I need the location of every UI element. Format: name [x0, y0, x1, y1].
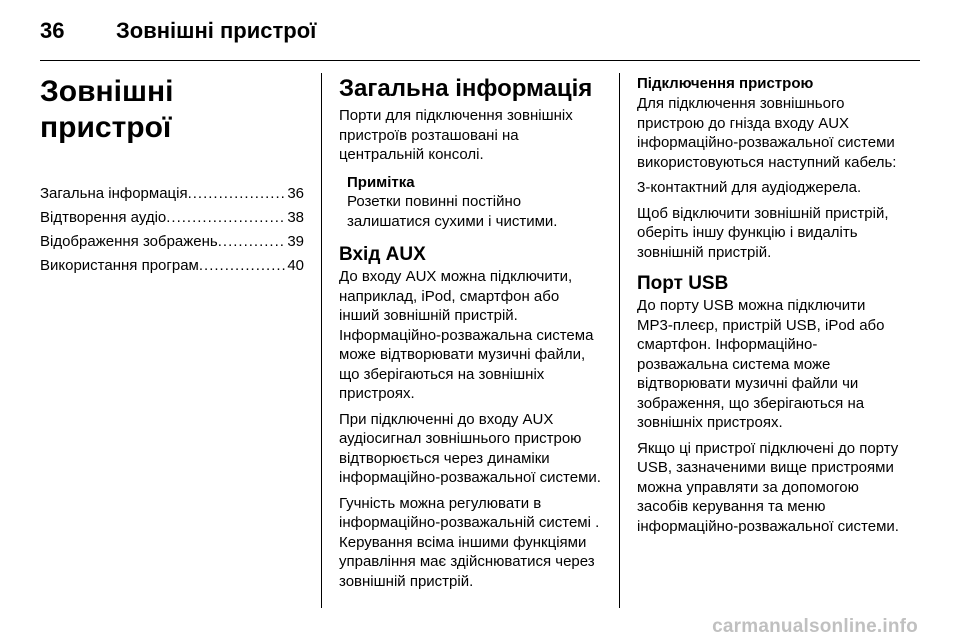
aux-heading: Вхід AUX — [339, 244, 426, 265]
usb-heading: Порт USB — [637, 273, 729, 294]
toc-leader-dots — [218, 230, 286, 254]
note-heading: Примітка — [347, 173, 415, 191]
general-info-paragraph: Порти для підключення зовнішніх пристроїв розташовані на центральній консолі. — [339, 107, 573, 163]
connect-paragraph-1: Для підключення зовнішнього пристрою до гнізда входу AUX інформаційно-розважальної системи використовуються наступний кабель: — [637, 95, 897, 171]
toc-item-general-info[interactable] — [40, 182, 304, 206]
toc-page-number: 36 — [287, 185, 304, 202]
aux-paragraph-1: До входу AUX можна підключити, наприклад, iPod, смартфон або інший зовнішній пристрій. Інформаційно-розважальна система може відтворювати музичні файли, що зберігаються на зовнішніх пристроях. — [339, 268, 594, 402]
connect-paragraph-2: 3-контактний для аудіоджерела. — [637, 179, 862, 196]
toc-label: Відтворення аудіо — [40, 209, 167, 226]
column-general — [339, 74, 603, 597]
column-divider — [321, 73, 322, 608]
toc-item-image-display[interactable] — [40, 230, 304, 254]
general-info-heading: Загальна інформація — [339, 75, 593, 102]
toc-page-number: 39 — [287, 233, 304, 250]
aux-paragraph-3: Гучність можна регулювати в інформаційно-розважальній системі . Керування всіма іншими функціями управління має здійснюватися через зовнішній пристрій. — [339, 494, 600, 590]
header-rule — [40, 60, 920, 61]
watermark: carmanualsonline.info — [712, 616, 918, 637]
connect-paragraph-3: Щоб відключити зовнішній пристрій, оберіть іншу функцію і видаліть зовнішній пристрій. — [637, 204, 889, 261]
note-box — [339, 173, 603, 232]
column-connection — [637, 74, 905, 542]
toc-item-using-apps[interactable] — [40, 254, 304, 278]
toc-page-number: 38 — [287, 209, 304, 226]
note-text: Розетки повинні постійно залишатися сухими і чистими. — [347, 193, 558, 230]
toc-label: Використання програм — [40, 257, 199, 274]
aux-paragraph-2: При підключенні до входу AUX аудіосигнал зовнішнього пристрою відтворюється через динаміки інформаційно-розважальної системи. — [339, 410, 601, 486]
toc-label: Відображення зображень — [40, 233, 218, 250]
toc-item-audio-playback[interactable] — [40, 206, 304, 230]
toc-leader-dots — [188, 182, 286, 206]
usb-paragraph-1: До порту USB можна підключити MP3-плеєр, пристрій USB, iPod або смартфон. Інформаційно-розважальна система може відтворювати музичні файли чи зображення, що зберігаються на зовнішніх пристроях. — [637, 297, 885, 431]
chapter-title: Зовнішні пристрої — [40, 75, 174, 144]
page-header — [40, 14, 920, 50]
toc-leader-dots — [199, 254, 285, 278]
toc-page-number: 40 — [287, 257, 304, 274]
toc-leader-dots — [166, 206, 285, 230]
page-number: 36 — [40, 18, 65, 43]
column-toc — [40, 74, 304, 278]
connect-device-heading: Підключення пристрою — [637, 75, 814, 92]
running-title: Зовнішні пристрої — [116, 18, 317, 43]
table-of-contents — [40, 182, 304, 278]
column-divider — [619, 73, 620, 608]
toc-label: Загальна інформація — [40, 185, 188, 202]
usb-paragraph-2: Якщо ці пристрої підключені до порту USB, зазначеними вище пристроями можна управляти за допомогою засобів керування та меню інформаційно-розважальної системи. — [637, 439, 899, 535]
